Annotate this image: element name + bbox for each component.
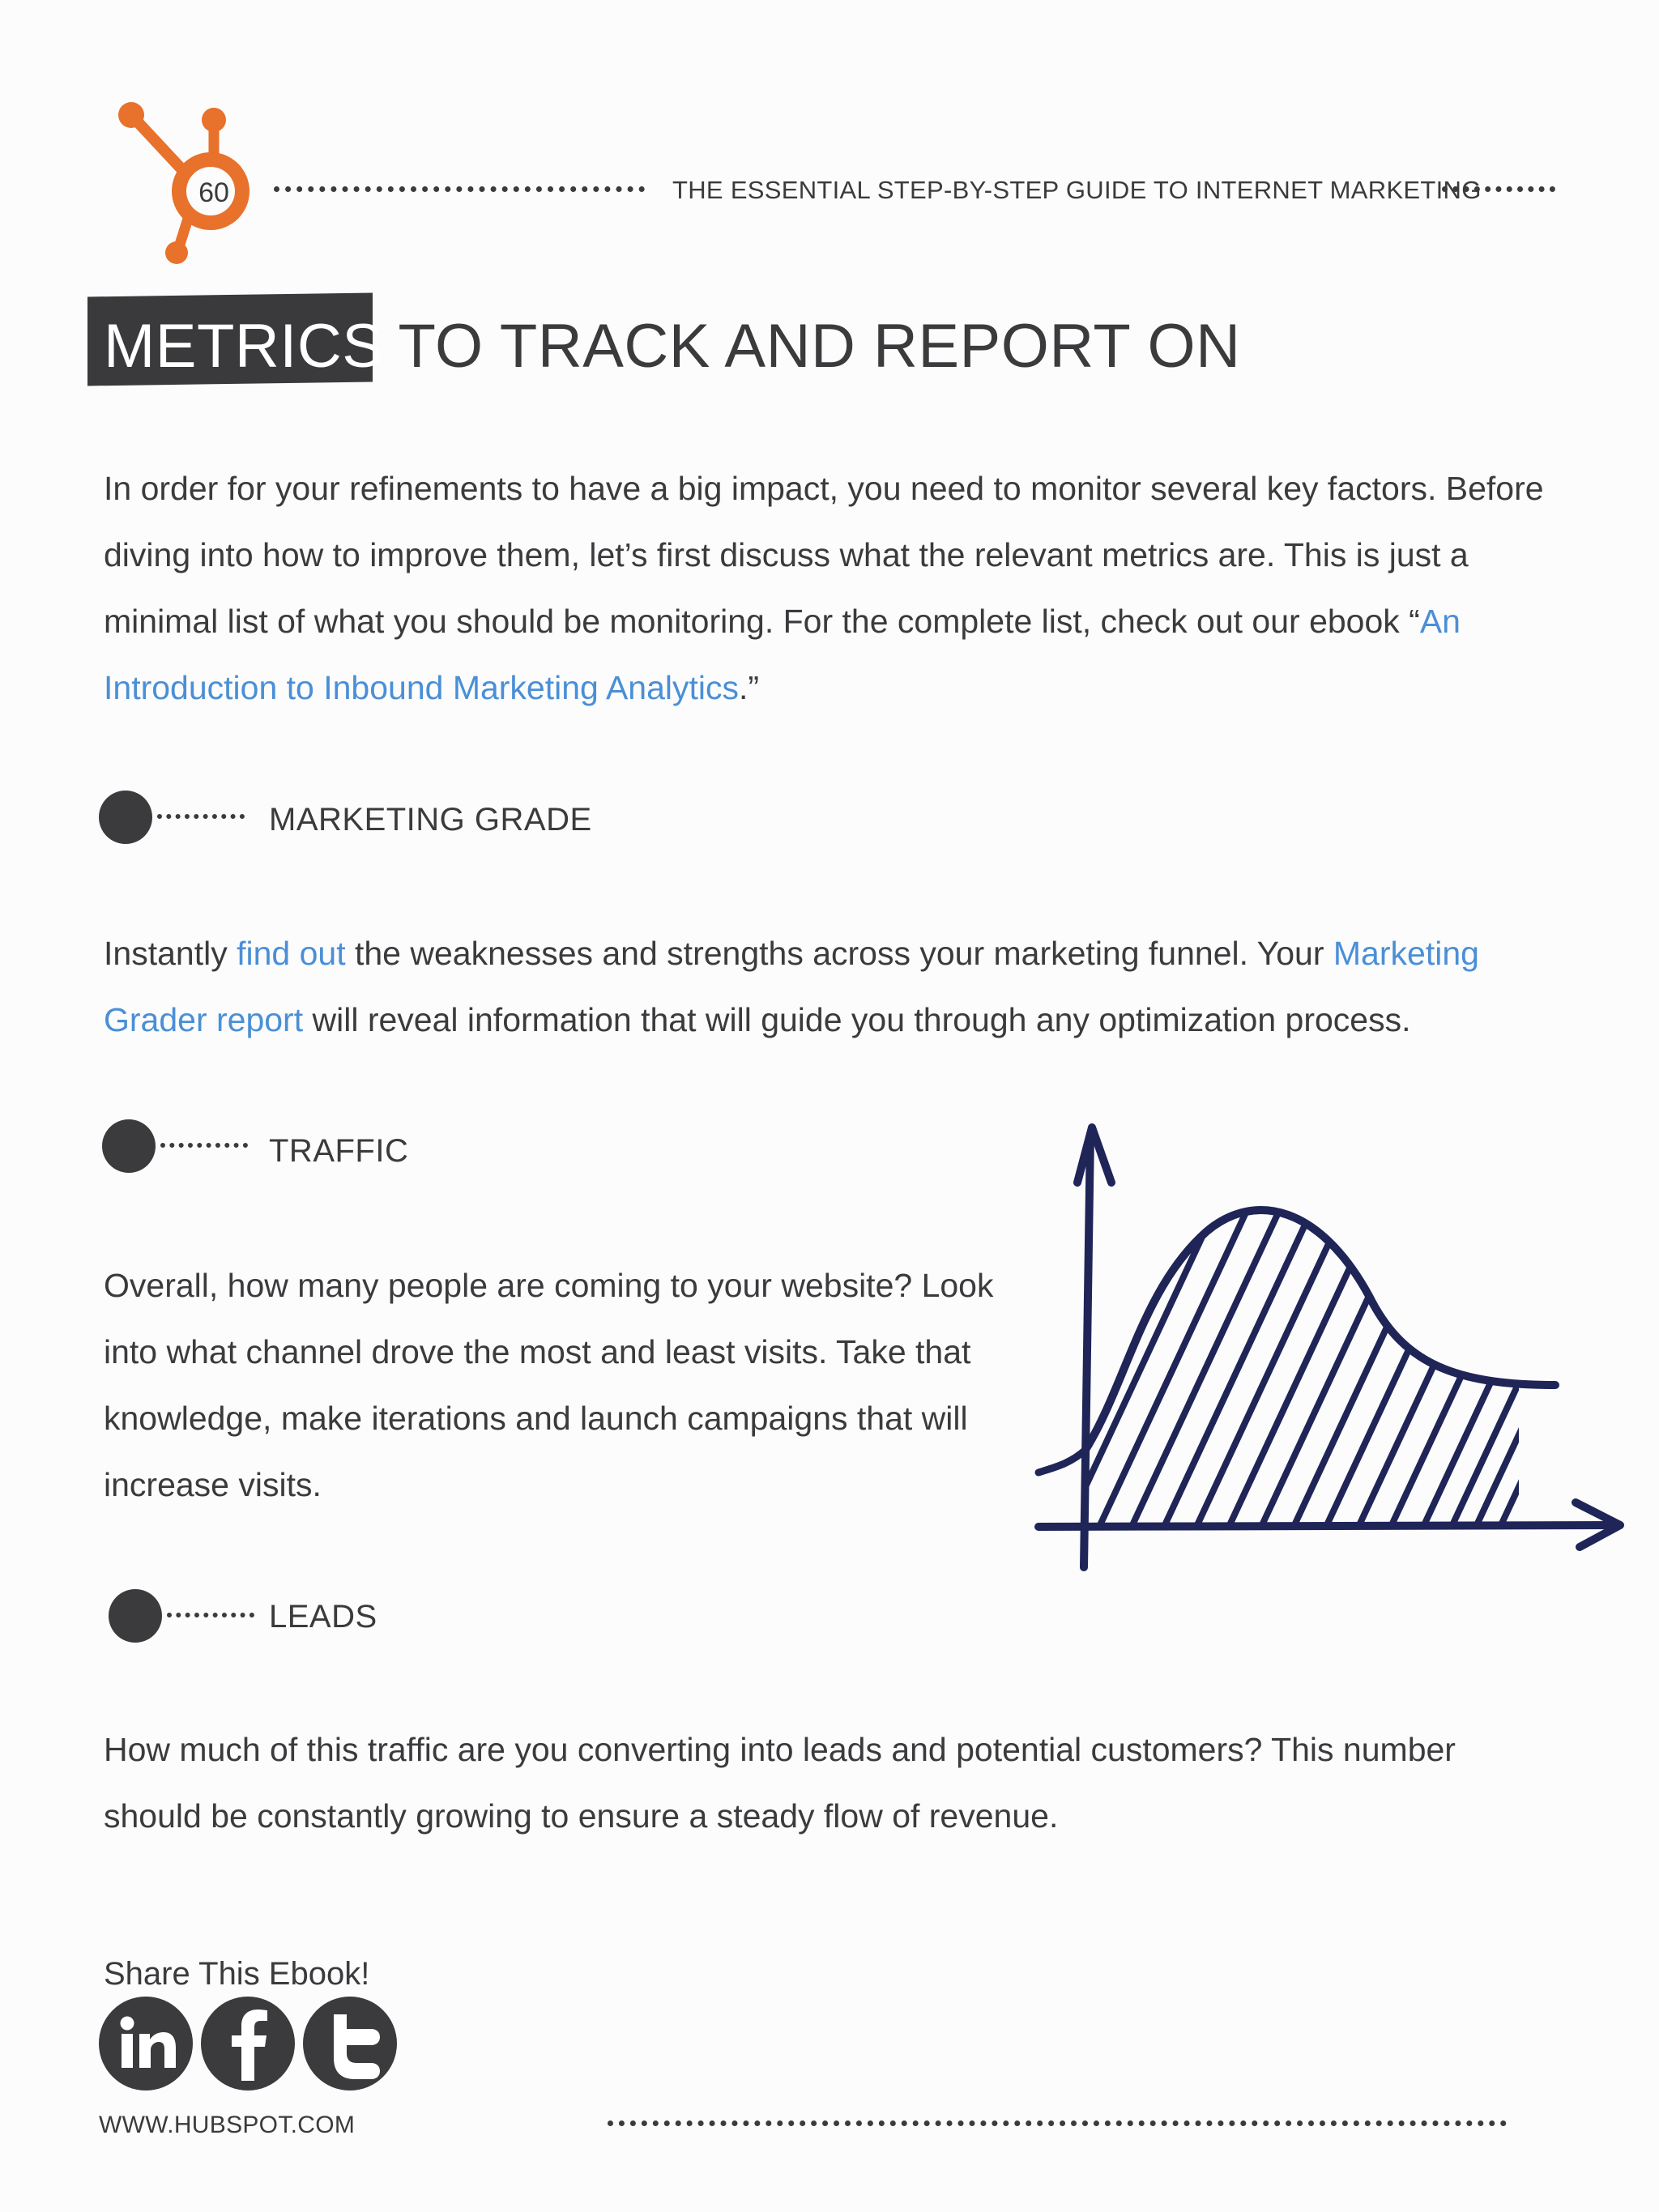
intro-paragraph (104, 455, 1562, 721)
section-bullet (109, 1589, 162, 1643)
footer-divider (608, 2120, 1507, 2126)
page-title-highlight: METRICS (104, 312, 384, 381)
section-bullet-dots (157, 814, 245, 819)
linkedin-icon[interactable] (99, 1997, 193, 2091)
section-bullet-dots (167, 1613, 254, 1617)
section-heading-leads: LEADS (269, 1599, 377, 1634)
intro-quote-open: “ (1409, 603, 1420, 640)
section-bullet (102, 1119, 156, 1173)
hubspot-logo-icon (105, 97, 267, 275)
marketing-grader-report-link[interactable]: Marketing Grader report (104, 935, 1479, 1038)
facebook-icon[interactable] (201, 1997, 295, 2091)
marketing-grade-paragraph (104, 920, 1562, 1053)
traffic-graph-illustration (1029, 1118, 1636, 1571)
share-label: Share This Ebook! (104, 1956, 370, 1992)
marketing-grade-text: Instantly (104, 935, 237, 972)
traffic-paragraph: Overall, how many people are coming to your website? Look into what channel drove the most and least visits. Take that knowledge, make iterations and launch campaigns that will increase visits. (104, 1267, 994, 1503)
section-bullet-dots (160, 1143, 248, 1148)
marketing-grade-text: the weaknesses and strengths across your marketing funnel. Your (345, 935, 1333, 972)
analytics-ebook-link[interactable]: An Introduction to Inbound Marketing Analytics (104, 603, 1461, 706)
footer-website-link[interactable]: WWW.HUBSPOT.COM (99, 2112, 356, 2138)
section-heading-traffic: TRAFFIC (269, 1133, 409, 1169)
header-divider-right (1442, 186, 1555, 192)
guide-title: THE ESSENTIAL STEP-BY-STEP GUIDE TO INTERNET MARKETING (672, 176, 1482, 204)
twitter-icon[interactable] (303, 1997, 397, 2091)
leads-paragraph: How much of this traffic are you converting into leads and potential customers? This number should be constantly growing to ensure a steady flow of revenue. (104, 1731, 1456, 1835)
page-number: 60 (198, 177, 229, 208)
intro-text: In order for your refinements to have a big impact, you need to monitor several key factors. Before diving into how to improve them, let’s first discuss what the relevant metrics are. This is just a minimal list of what you should be monitoring. For the complete list, check out our ebook (104, 470, 1544, 640)
header-divider-left (274, 186, 645, 192)
section-heading-marketing-grade: MARKETING GRADE (269, 802, 592, 837)
marketing-grade-text: will reveal information that will guide you through any optimization process. (303, 1001, 1411, 1038)
section-bullet (99, 791, 152, 844)
page-title (104, 306, 1241, 387)
page-title-rest: TO TRACK AND REPORT ON (398, 312, 1241, 381)
intro-quote-close: .” (739, 669, 760, 706)
find-out-link[interactable]: find out (237, 935, 346, 972)
